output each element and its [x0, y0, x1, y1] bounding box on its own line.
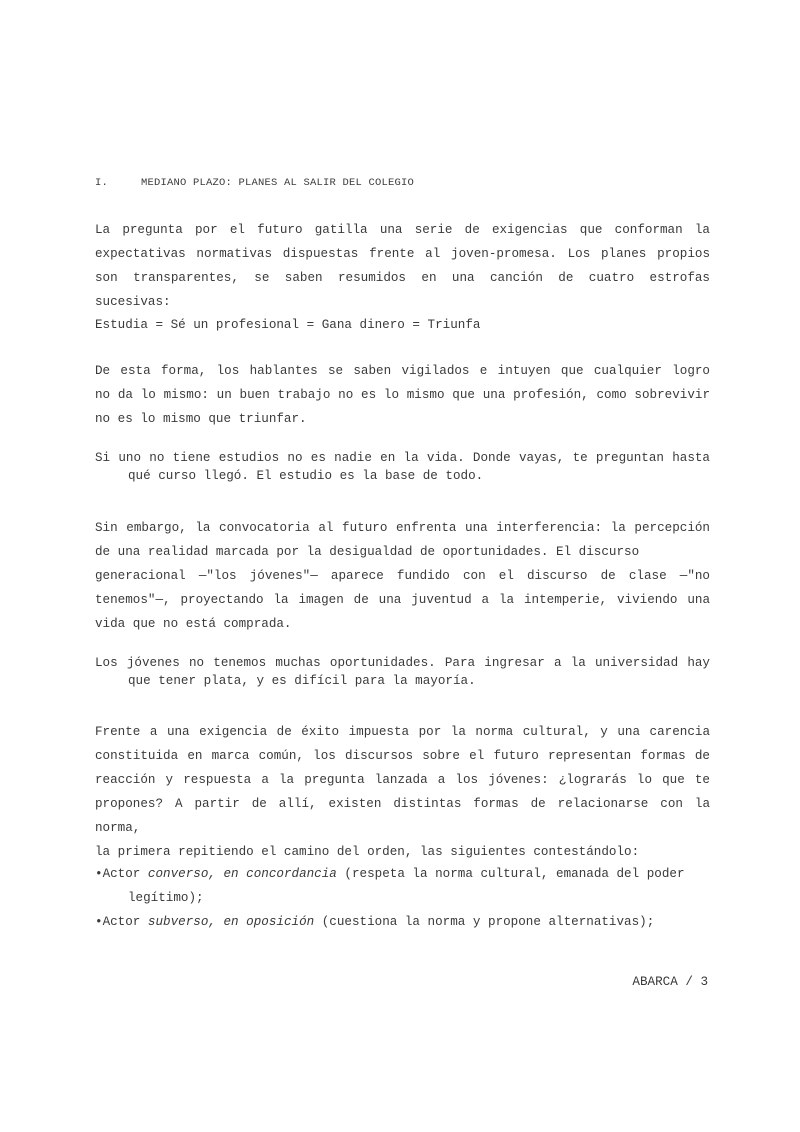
paragraph-line: generacional —"los jóvenes"— aparece fundido con el discurso de clase —"no: [95, 569, 710, 583]
actor-list: [95, 862, 710, 934]
list-item-emphasis: converso, en concordancia: [147, 867, 337, 881]
paragraph-1: [95, 218, 710, 314]
formula-text: Estudia = Sé un profesional = Gana dinero = Triunfa: [95, 318, 481, 332]
paragraph-line: constituida en marca común, los discursos sobre el futuro representan formas de: [95, 749, 710, 763]
paragraph-line: propones? A partir de allí, existen distintas formas de relacionarse con la norma,: [95, 797, 710, 835]
quote-1: [95, 449, 710, 485]
paragraph-line: Frente a una exigencia de éxito impuesta por la norma cultural, y una carencia: [95, 725, 710, 739]
list-item-text: (cuestiona la norma y propone alternativas);: [314, 915, 655, 929]
paragraph-line: tenemos"—, proyectando la imagen de una juventud a la intemperie, viviendo una: [95, 593, 710, 607]
bullet-icon: •: [95, 915, 103, 929]
page-footer: ABARCA / 3: [632, 975, 708, 989]
section-number: I.: [95, 177, 109, 189]
paragraph-line: La pregunta por el futuro gatilla una serie de exigencias que conforman la: [95, 223, 710, 237]
list-item-text: (respeta la norma cultural, emanada del poder: [336, 867, 685, 881]
quote-line: qué curso llegó. El estudio es la base de todo.: [128, 469, 484, 483]
list-item-emphasis: subverso, en oposición: [147, 915, 315, 929]
paragraph-line: de una realidad marcada por la desigualdad de oportunidades. El discurso: [95, 545, 640, 559]
paragraph-line: Sin embargo, la convocatoria al futuro enfrenta una interferencia: la percepción: [95, 521, 710, 535]
paragraph-4: [95, 720, 710, 864]
paragraph-line: vida que no está comprada.: [95, 617, 292, 631]
quote-line: que tener plata, y es difícil para la mayoría.: [128, 674, 476, 688]
list-item-continuation: legítimo);: [128, 891, 204, 905]
list-item-prefix: Actor: [102, 867, 148, 881]
paragraph-line: son transparentes, se saben resumidos en una canción de cuatro estrofas sucesivas:: [95, 271, 710, 309]
paragraph-2: [95, 359, 710, 431]
bullet-icon: •: [95, 867, 103, 881]
paragraph-line: la primera repitiendo el camino del orden, las siguientes contestándolo:: [95, 845, 640, 859]
quote-2: [95, 654, 710, 690]
paragraph-line: reacción y respuesta a la pregunta lanzada a los jóvenes: ¿lograrás lo que te: [95, 773, 710, 787]
list-item: [95, 910, 710, 934]
paragraph-line: expectativas normativas dispuestas frente al joven-promesa. Los planes propios: [95, 247, 710, 261]
quote-line: Si uno no tiene estudios no es nadie en la vida. Donde vayas, te preguntan hasta: [95, 451, 710, 465]
formula-line: [95, 313, 710, 337]
paragraph-line: no da lo mismo: un buen trabajo no es lo mismo que una profesión, como sobrevivir: [95, 388, 710, 402]
paragraph-3: [95, 516, 710, 636]
list-item-prefix: Actor: [102, 915, 148, 929]
quote-line: Los jóvenes no tenemos muchas oportunidades. Para ingresar a la universidad hay: [95, 656, 710, 670]
list-item: [95, 862, 710, 886]
paragraph-line: no es lo mismo que triunfar.: [95, 412, 307, 426]
section-heading: [95, 177, 414, 189]
section-title: MEDIANO PLAZO: PLANES AL SALIR DEL COLEGIO: [141, 177, 415, 189]
paragraph-line: De esta forma, los hablantes se saben vigilados e intuyen que cualquier logro: [95, 364, 710, 378]
